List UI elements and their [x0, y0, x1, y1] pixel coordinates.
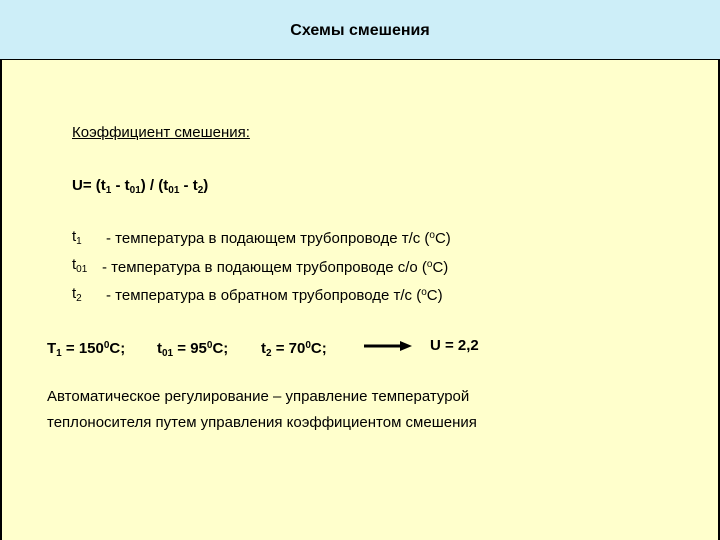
definition-symbol: t	[72, 256, 77, 273]
definition-text	[102, 256, 448, 277]
definition-symbol: t	[72, 228, 77, 245]
formula-part: )	[203, 177, 209, 194]
example-T1	[47, 337, 125, 363]
definition-symbol: t	[72, 285, 77, 302]
paragraph-line-1: Автоматическое регулирование – управление температурой	[47, 388, 470, 405]
definition-desc: - температура в подающем трубопроводе т/с (	[106, 230, 430, 247]
definition-text	[106, 284, 443, 305]
example-unit: C;	[212, 340, 229, 357]
slide-content	[0, 60, 720, 540]
degree-sup: o	[426, 259, 433, 270]
example-sub: 1	[56, 348, 62, 359]
example-unit: C;	[109, 340, 126, 357]
example-result: U = 2,2	[430, 337, 479, 354]
definition-unit: C)	[434, 230, 451, 247]
formula-part: - t	[111, 177, 130, 194]
example-sub: 2	[266, 348, 272, 359]
definition-unit: C)	[432, 259, 449, 276]
degree-sup: o	[429, 230, 435, 241]
formula-sub: 2	[197, 185, 204, 196]
example-unit: C;	[310, 340, 327, 357]
definition-sub: 1	[76, 236, 82, 247]
example-sup: 0	[206, 340, 213, 351]
example-symbol: t	[157, 340, 162, 357]
definition-desc: - температура в подающем трубопроводе с/о (	[102, 259, 427, 276]
definition-t2	[72, 285, 82, 308]
formula-part: ) / (t	[140, 177, 169, 194]
definition-sub: 2	[76, 293, 82, 304]
paragraph-line-2: теплоносителя путем управления коэффициентом смешения	[47, 414, 477, 431]
degree-sup: o	[421, 287, 427, 298]
example-t01	[157, 337, 228, 363]
definition-sub: 01	[76, 264, 88, 275]
slide-title: Схемы смешения	[290, 22, 430, 39]
formula-part: - t	[179, 177, 198, 194]
example-symbol: T	[47, 340, 57, 357]
definition-t1	[72, 228, 82, 251]
example-sup: 0	[103, 340, 110, 351]
definition-t01	[72, 256, 87, 279]
definition-text	[106, 227, 451, 248]
arrow-right-icon	[362, 339, 414, 353]
subtitle: Коэффициент смешения:	[72, 124, 250, 141]
example-eq: = 95	[173, 340, 207, 357]
example-t2	[261, 337, 327, 363]
example-symbol: t	[261, 340, 266, 357]
example-sub: 01	[162, 348, 174, 359]
formula-sub: 1	[105, 185, 112, 196]
definition-desc: - температура в обратном трубопроводе т/с (	[106, 287, 422, 304]
formula-part: U= (t	[72, 177, 106, 194]
mixing-formula	[72, 177, 208, 200]
example-sup: 0	[305, 340, 311, 351]
example-eq: = 70	[271, 340, 306, 357]
formula-sub: 01	[129, 185, 141, 196]
example-eq: = 150	[61, 340, 104, 357]
definition-unit: C)	[426, 287, 443, 304]
slide-header	[0, 0, 720, 60]
formula-sub: 01	[168, 185, 180, 196]
